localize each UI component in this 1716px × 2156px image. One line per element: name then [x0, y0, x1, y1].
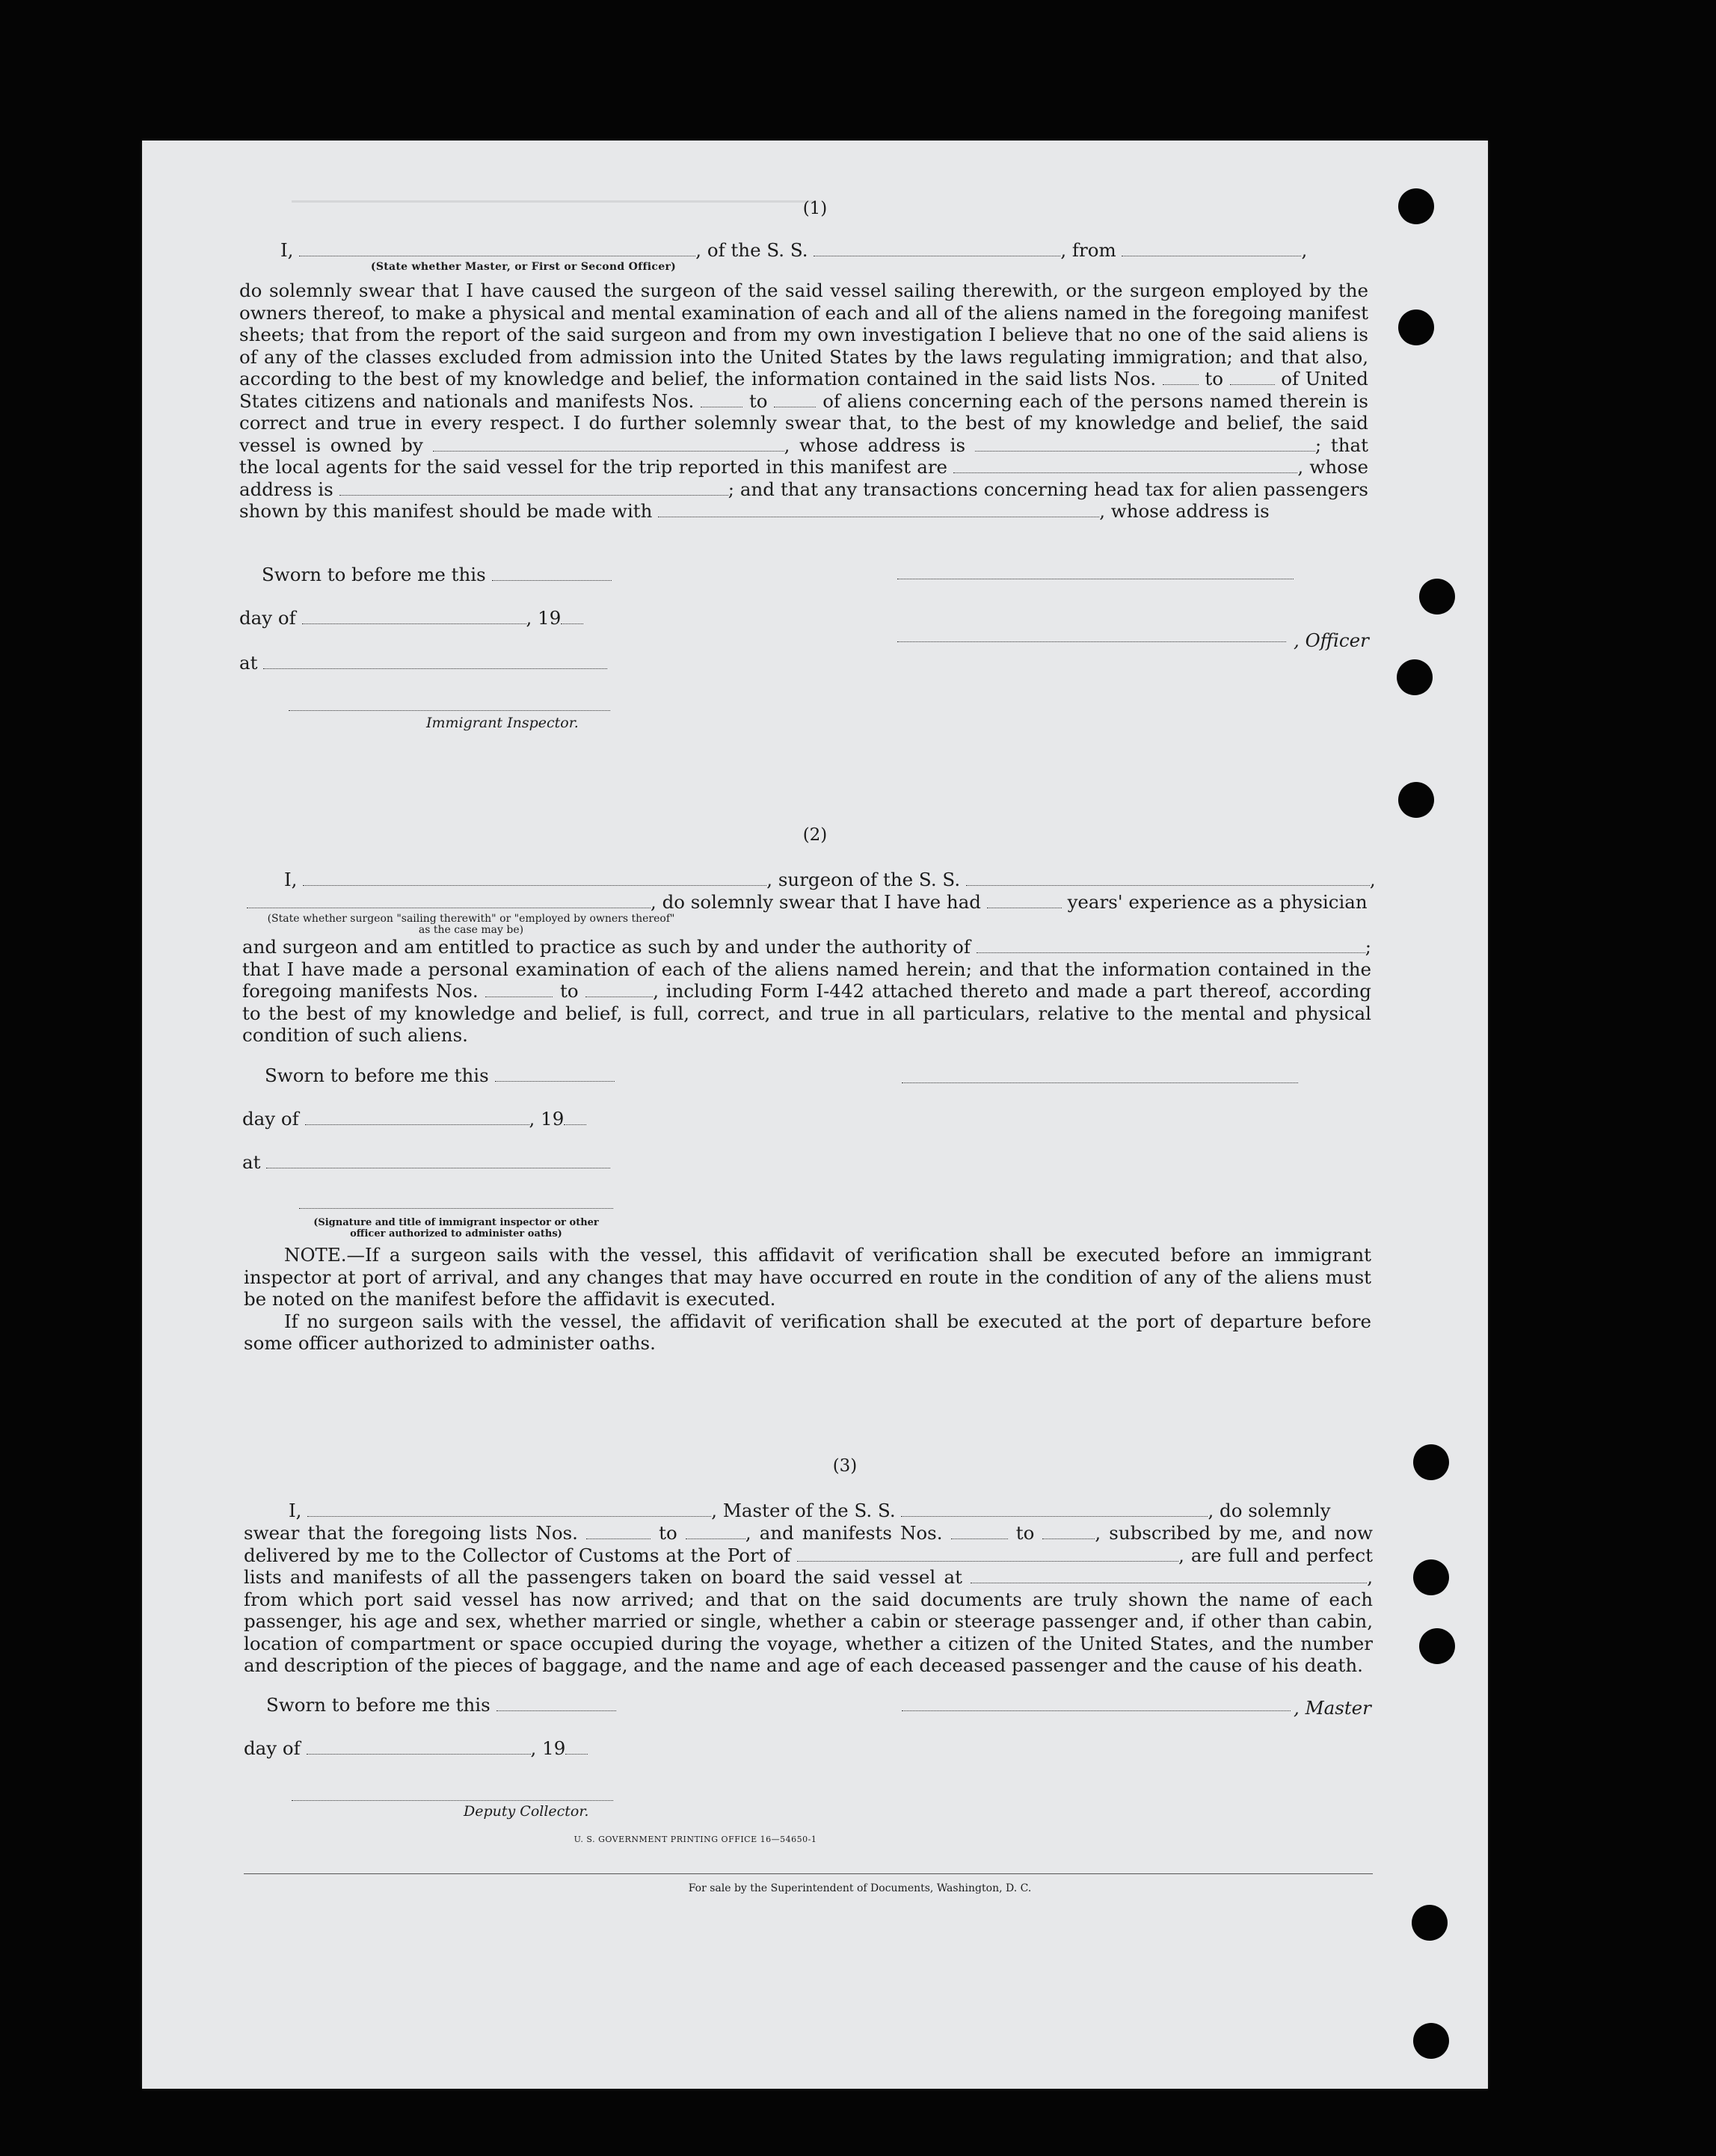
s1-body-a: do solemnly swear that I have caused the surgeon of the said vessel sailing therewith, or the surgeon employed by the owners thereof, to make a physical and mental examination of each and all of the aliens named in the foregoing manifest sheets; that from the report of the said surgeon and from my own investigation I believe that no one of the said aliens is of any of the classes excluded from admission into the United States by the laws regulating immigration; and that also, according to the best of my knowledge and belief, the information contained in the said lists Nos.	[239, 280, 1368, 389]
s1-body-g: ; and that any transactions concerning head tax for alien passengers shown by this manifest should be made with	[239, 478, 1369, 522]
punch-hole	[1413, 2023, 1449, 2059]
s3-day-text: day of	[244, 1737, 301, 1759]
s3-master-of: , Master of the S. S.	[711, 1500, 896, 1521]
s2-inspector-line	[299, 1208, 613, 1209]
s1-body-c: of aliens concerning each of the persons named therein is correct and true in every respect. I do further solemnly swear that, to the best of my knowledge and belief, the said vessel is owned by	[239, 389, 1368, 456]
s2-note-2: If no surgeon sails with the vessel, the affidavit of verification shall be executed at the port of departure before some officer authorized to administer oaths.	[244, 1310, 1371, 1354]
s1-sworn	[262, 564, 612, 585]
section-3-number: (3)	[832, 1456, 858, 1476]
s1-inspector-line	[289, 710, 610, 711]
s1-body-h: , whose address is	[1099, 500, 1270, 522]
s1-day	[239, 607, 583, 629]
s1-sworn-text: Sworn to before me this	[262, 564, 486, 585]
s2-i: I,	[284, 869, 298, 890]
s3-do-solemnly: , do solemnly	[1208, 1500, 1331, 1521]
s1-caption: (State whether Master, or First or Second Officer)	[370, 261, 677, 273]
s2-years: years' experience as a physician	[1067, 891, 1368, 913]
s3-body-b: , and manifests Nos.	[745, 1522, 943, 1544]
s1-day-text: day of	[239, 607, 296, 629]
section-2-number: (2)	[802, 825, 828, 845]
s2-line1	[284, 869, 1376, 890]
s2-note-1: —If a surgeon sails with the vessel, this affidavit of verification shall be executed before an immigrant inspector at port of arrival, and any changes that may have occurred en route in the condition of any of the aliens must be noted on the manifest before the affidavit is executed.	[244, 1244, 1371, 1310]
s3-sworn	[266, 1694, 616, 1716]
s3-collector-line	[292, 1800, 613, 1801]
s3-day	[244, 1737, 588, 1759]
s1-officer-line	[897, 641, 1286, 642]
footer-rule	[244, 1873, 1373, 1874]
s1-end: ,	[1301, 239, 1308, 261]
s2-note-label: NOTE.	[284, 1244, 347, 1266]
s1-year: , 19	[526, 607, 562, 629]
s2-day	[242, 1108, 586, 1130]
s2-body-b: ; that I have made a personal examination of each of the aliens named herein; and that the information contained in the foregoing manifests Nos.	[242, 936, 1371, 1002]
s3-body-a: swear that the foregoing lists Nos.	[244, 1522, 578, 1544]
s3-to: to	[659, 1522, 677, 1544]
s1-body-f: , whose address is	[239, 456, 1368, 500]
s2-body-c: , including Form I-442 attached thereto and made a part thereof, according to the best of my knowledge and belief, is full, correct, and true in all particulars, relative to the mental and physical condition of such aliens.	[242, 980, 1371, 1046]
s2-sworn	[265, 1065, 615, 1086]
s2-end: ,	[1369, 869, 1376, 890]
s3-collector: Deputy Collector.	[464, 1803, 589, 1820]
s1-to: to	[1205, 368, 1223, 389]
punch-hole	[1413, 1559, 1449, 1595]
s1-at-text: at	[239, 652, 258, 674]
s2-sworn-text: Sworn to before me this	[265, 1065, 489, 1086]
s1-i: I,	[280, 239, 294, 261]
s3-i: I,	[289, 1500, 302, 1521]
punch-hole	[1398, 309, 1434, 345]
s3-body-e: , from which port said vessel has now arrived; and that on the said documents are truly shown the name of each passenger, his age and sex, whether married or single, whether a cabin or steerage passenger and, if other than cabin, location of compartment or space occupied during the voyage, whether a citizen of the United States, and the number and description of the pieces of baggage, and the name and age of each deceased passenger and the cause of his death.	[244, 1566, 1373, 1676]
s1-of-ss: , of the S. S.	[695, 239, 808, 261]
s1-body-e: ; that the local agents for the said vessel for the trip reported in this manifest are	[239, 434, 1368, 478]
punch-hole	[1419, 579, 1455, 615]
s3-body-c: , subscribed by me, and now delivered by me to the Collector of Customs at the Port of	[244, 1522, 1373, 1566]
s1-inspector: Immigrant Inspector.	[426, 715, 579, 731]
s3-body-d: , are full and perfect lists and manifests of all the passengers taken on board the said vessel at	[244, 1544, 1373, 1588]
s2-line2	[247, 891, 1368, 913]
s1-to-2: to	[748, 389, 768, 412]
s1-body	[239, 280, 1368, 523]
sale-notice: For sale by the Superintendent of Documents, Washington, D. C.	[688, 1882, 1032, 1894]
s1-from: , from	[1060, 239, 1116, 261]
s2-note	[244, 1244, 1371, 1355]
punch-hole	[1397, 659, 1433, 695]
s1-line1	[280, 239, 1307, 261]
manifest-back-page	[142, 141, 1488, 2089]
s3-to-2: to	[1015, 1522, 1035, 1544]
s3-body	[244, 1522, 1373, 1677]
s3-line1	[289, 1500, 1331, 1521]
punch-hole	[1419, 1628, 1455, 1664]
gpo-imprint: U. S. GOVERNMENT PRINTING OFFICE 16—54650-1	[573, 1835, 817, 1844]
s3-sworn-text: Sworn to before me this	[266, 1694, 490, 1716]
s3-master: , Master	[1294, 1697, 1371, 1719]
punch-hole	[1398, 782, 1434, 818]
s2-inspector: (Signature and title of immigrant inspector or other officer authorized to administer oaths)	[313, 1217, 599, 1239]
s1-body-b: of United States citizens and nationals and manifests Nos.	[239, 368, 1368, 412]
s1-at	[239, 652, 607, 674]
s2-to: to	[560, 980, 579, 1002]
s3-year: , 19	[530, 1737, 566, 1759]
s2-at-text: at	[242, 1151, 261, 1173]
s2-year: , 19	[529, 1108, 565, 1130]
s2-body	[242, 936, 1371, 1047]
s2-surgeon-of: , surgeon of the S. S.	[766, 869, 961, 890]
s2-body-a: and surgeon and am entitled to practice as such by and under the authority of	[242, 936, 971, 958]
s2-day-text: day of	[242, 1108, 299, 1130]
s1-body-d: , whose address is	[784, 434, 966, 456]
s1-officer: , Officer	[1294, 629, 1369, 651]
section-1-number: (1)	[802, 199, 828, 218]
s2-at	[242, 1151, 610, 1173]
s2-do-swear: , do solemnly swear that I have had	[651, 891, 981, 913]
s2-signature-line	[902, 1082, 1298, 1083]
punch-hole	[1412, 1905, 1448, 1941]
s2-caption: (State whether surgeon "sailing therewith" or "employed by owners thereof" as the case may be)	[267, 913, 675, 936]
s3-master-line	[902, 1710, 1291, 1711]
